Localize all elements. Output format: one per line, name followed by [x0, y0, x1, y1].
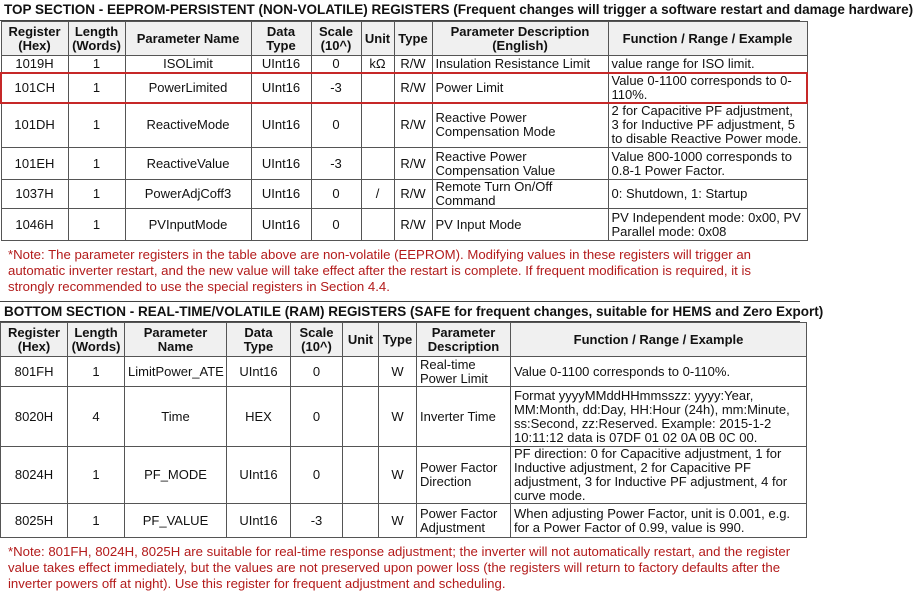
cell-type: R/W: [394, 180, 432, 209]
col-register: Register (Hex): [1, 323, 68, 357]
cell-type: R/W: [394, 56, 432, 73]
cell-unit: [343, 357, 379, 387]
cell-scale: -3: [291, 504, 343, 538]
col-length: Length (Words): [68, 22, 125, 56]
table-row: [1, 56, 807, 73]
col-register: Register (Hex): [1, 22, 68, 56]
col-description: Parameter Description (English): [432, 22, 608, 56]
cell-description: Power Limit: [432, 73, 608, 103]
cell-type: W: [379, 447, 417, 504]
col-parameter-name: Parameter Name: [125, 323, 227, 357]
cell-function: Format yyyyMMddHHmmsszz: yyyy:Year, MM:Month, dd:Day, HH:Hour (24h), mm:Minute, ss:Second, zz:Reserved. Example: 2015-1-2 10:11:12 data is 07DF 01 02 0A 0B 0C 00.: [511, 387, 807, 447]
cell-length: 1: [68, 73, 125, 103]
cell-register: 101DH: [1, 103, 68, 148]
cell-function: Value 800-1000 corresponds to 0.8-1 Power Factor.: [608, 148, 807, 180]
cell-parameter-name: PVInputMode: [125, 209, 251, 241]
table-row-highlighted: [1, 73, 807, 103]
cell-parameter-name: ReactiveMode: [125, 103, 251, 148]
cell-unit: [361, 148, 394, 180]
cell-function: Value 0-1100 corresponds to 0-110%.: [511, 357, 807, 387]
cell-description: Power Factor Direction: [417, 447, 511, 504]
cell-unit: [361, 73, 394, 103]
cell-function: PF direction: 0 for Capacitive adjustment, 1 for Inductive adjustment, 2 for Capacitive PF adjustment, 3 for Inductive PF adjustment, 4 for curve mode.: [511, 447, 807, 504]
cell-scale: 0: [311, 103, 361, 148]
cell-description: Reactive Power Compensation Mode: [432, 103, 608, 148]
cell-description: PV Input Mode: [432, 209, 608, 241]
cell-length: 1: [68, 56, 125, 73]
cell-scale: 0: [291, 357, 343, 387]
table-row: [1, 357, 807, 387]
cell-scale: -3: [311, 148, 361, 180]
cell-length: 4: [68, 387, 125, 447]
bottom-section-title: BOTTOM SECTION - REAL-TIME/VOLATILE (RAM) REGISTERS (SAFE for frequent changes, suitable for HEMS and Zero Export): [0, 301, 800, 322]
col-length: Length (Words): [68, 323, 125, 357]
cell-data-type: UInt16: [251, 73, 311, 103]
cell-length: 1: [68, 148, 125, 180]
cell-data-type: UInt16: [251, 56, 311, 73]
table-row: [1, 209, 807, 241]
table-row: [1, 504, 807, 538]
col-data-type: Data Type: [227, 323, 291, 357]
cell-register: 8024H: [1, 447, 68, 504]
cell-data-type: UInt16: [227, 504, 291, 538]
cell-register: 801FH: [1, 357, 68, 387]
cell-unit: [343, 504, 379, 538]
col-type: Type: [379, 323, 417, 357]
bottom-section-note: *Note: 801FH, 8024H, 8025H are suitable for real-time response adjustment; the inverter will not automatically restart, and the register value takes effect immediately, but the values are not preserved upon power loss (the registers will return to factory defaults after the inverter powers off at night). Use this register for frequent adjustment and scheduling.: [8, 544, 791, 591]
col-parameter-name: Parameter Name: [125, 22, 251, 56]
table-row: [1, 387, 807, 447]
cell-parameter-name: ReactiveValue: [125, 148, 251, 180]
cell-unit: /: [361, 180, 394, 209]
cell-data-type: UInt16: [251, 148, 311, 180]
bottom-section: [0, 301, 824, 596]
col-type: Type: [394, 22, 432, 56]
cell-register: 8020H: [1, 387, 68, 447]
table-row: [1, 148, 807, 180]
cell-data-type: HEX: [227, 387, 291, 447]
cell-register: 1046H: [1, 209, 68, 241]
cell-type: R/W: [394, 73, 432, 103]
cell-register: 1019H: [1, 56, 68, 73]
cell-register: 1037H: [1, 180, 68, 209]
cell-function: PV Independent mode: 0x00, PV Parallel mode: 0x08: [608, 209, 807, 241]
cell-scale: 0: [291, 387, 343, 447]
cell-type: R/W: [394, 148, 432, 180]
top-section-title: TOP SECTION - EEPROM-PERSISTENT (NON-VOLATILE) REGISTERS (Frequent changes will trigger a software restart and damage hardware): [0, 0, 800, 21]
cell-type: W: [379, 387, 417, 447]
cell-register: 101CH: [1, 73, 68, 103]
cell-function: When adjusting Power Factor, unit is 0.001, e.g. for a Power Factor of 0.99, value is 990.: [511, 504, 807, 538]
cell-parameter-name: PF_MODE: [125, 447, 227, 504]
cell-data-type: UInt16: [251, 209, 311, 241]
col-function: Function / Range / Example: [608, 22, 807, 56]
cell-parameter-name: ISOLimit: [125, 56, 251, 73]
bottom-header-row: [1, 323, 807, 357]
cell-function: value range for ISO limit.: [608, 56, 807, 73]
cell-type: W: [379, 504, 417, 538]
table-row: [1, 180, 807, 209]
cell-scale: 0: [311, 180, 361, 209]
col-data-type: Data Type: [251, 22, 311, 56]
cell-parameter-name: PowerLimited: [125, 73, 251, 103]
cell-parameter-name: PowerAdjCoff3: [125, 180, 251, 209]
cell-data-type: UInt16: [251, 103, 311, 148]
cell-scale: 0: [291, 447, 343, 504]
cell-function: 2 for Capacitive PF adjustment, 3 for Inductive PF adjustment, 5 to disable Reactive Power mode.: [608, 103, 807, 148]
cell-unit: [361, 209, 394, 241]
col-unit: Unit: [361, 22, 394, 56]
cell-length: 1: [68, 103, 125, 148]
cell-description: Insulation Resistance Limit: [432, 56, 608, 73]
cell-register: 8025H: [1, 504, 68, 538]
top-register-table: [0, 21, 808, 241]
cell-length: 1: [68, 504, 125, 538]
cell-scale: 0: [311, 56, 361, 73]
cell-length: 1: [68, 357, 125, 387]
cell-length: 1: [68, 180, 125, 209]
col-unit: Unit: [343, 323, 379, 357]
table-row: [1, 447, 807, 504]
cell-description: Remote Turn On/Off Command: [432, 180, 608, 209]
cell-unit: [343, 447, 379, 504]
cell-parameter-name: LimitPower_ATE: [125, 357, 227, 387]
cell-register: 101EH: [1, 148, 68, 180]
cell-data-type: UInt16: [251, 180, 311, 209]
col-scale: Scale (10^): [311, 22, 361, 56]
cell-data-type: UInt16: [227, 357, 291, 387]
cell-function: Value 0-1100 corresponds to 0-110%.: [608, 73, 807, 103]
cell-length: 1: [68, 209, 125, 241]
col-scale: Scale (10^): [291, 323, 343, 357]
cell-type: R/W: [394, 103, 432, 148]
cell-parameter-name: Time: [125, 387, 227, 447]
cell-type: W: [379, 357, 417, 387]
cell-scale: 0: [311, 209, 361, 241]
cell-unit: [343, 387, 379, 447]
cell-function: 0: Shutdown, 1: Startup: [608, 180, 807, 209]
cell-type: R/W: [394, 209, 432, 241]
cell-description: Power Factor Adjustment: [417, 504, 511, 538]
col-function: Function / Range / Example: [511, 323, 807, 357]
cell-data-type: UInt16: [227, 447, 291, 504]
table-row: [1, 103, 807, 148]
bottom-register-table: [0, 322, 807, 538]
cell-unit: [361, 103, 394, 148]
cell-description: Real-time Power Limit: [417, 357, 511, 387]
cell-scale: -3: [311, 73, 361, 103]
top-header-row: [1, 22, 807, 56]
cell-description: Reactive Power Compensation Value: [432, 148, 608, 180]
col-description: Parameter Description: [417, 323, 511, 357]
top-section-note: *Note: The parameter registers in the table above are non-volatile (EEPROM). Modifying values in these registers will trigger an automatic inverter restart, and the new value will take effect after the restart is complete. If frequent modification is required, it is strongly recommended to use the special registers in Section 4.4.: [8, 247, 752, 294]
cell-description: Inverter Time: [417, 387, 511, 447]
cell-parameter-name: PF_VALUE: [125, 504, 227, 538]
cell-length: 1: [68, 447, 125, 504]
cell-unit: kΩ: [361, 56, 394, 73]
